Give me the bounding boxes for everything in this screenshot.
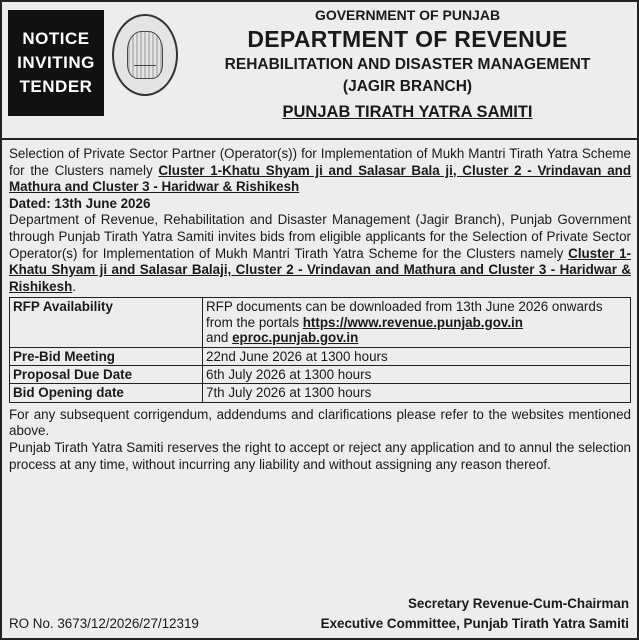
invitation-end: .	[72, 278, 76, 294]
badge-line-1: NOTICE	[22, 29, 90, 48]
intro-text: Selection of Private Sector Partner (Operator(s)) for Implementation of Mukh Mantri Tirath Yatra Scheme for the Clusters namely	[9, 146, 631, 178]
notice-date: Dated: 13th June 2026	[9, 195, 151, 211]
pre-bid-value: 22nd June 2026 at 1300 hours	[203, 347, 631, 365]
header-titles	[182, 6, 633, 124]
invitation-clusters: Cluster 1-Khatu Shyam ji and Salasar Balaji, Cluster 2 - Vrindavan and Mathura and Cluster 3 - Haridwar & Rishikesh	[9, 245, 632, 294]
badge-line-3: TENDER	[19, 77, 93, 96]
table-row	[10, 384, 631, 402]
table-row	[10, 365, 631, 383]
branch-title: (JAGIR BRANCH)	[342, 78, 473, 95]
revenue-portal-link[interactable]: https://www.revenue.punjab.gov.in	[302, 314, 523, 330]
rfp-availability-value	[203, 298, 631, 347]
badge-line-2: INVITING	[17, 53, 95, 72]
notice-body	[2, 140, 637, 473]
reservation-paragraph: Punjab Tirath Yatra Samiti reserves the right to accept or reject any application and to annul the selection process at any time, without incurring any liability and without assigning any reason thereof.	[9, 439, 631, 472]
government-emblem-icon	[112, 14, 178, 96]
footer-row	[9, 614, 629, 634]
proposal-due-label: Proposal Due Date	[10, 365, 203, 383]
intro-paragraph	[9, 146, 631, 196]
division-title: REHABILITATION AND DISASTER MANAGEMENT	[224, 56, 591, 73]
proposal-due-value: 6th July 2026 at 1300 hours	[203, 365, 631, 383]
notice-header	[2, 2, 637, 140]
rfp-and: and	[206, 330, 233, 346]
eproc-portal-link[interactable]: eproc.punjab.gov.in	[232, 330, 359, 346]
ro-number: RO No. 3673/12/2026/27/12319	[9, 616, 199, 631]
invitation-text: Department of Revenue, Rehabilitation and Disaster Management (Jagir Branch), Punjab Government through Punjab Tirath Yatra Samiti invites bids from eligible applicants for the Selection of Private Sector Operator(s) for Implementation of Mukh Mantri Tirath Yatra Scheme for the Clusters namely	[9, 212, 631, 261]
samiti-title: PUNJAB TIRATH YATRA SAMITI	[282, 103, 533, 121]
rfp-availability-label: RFP Availability	[10, 298, 203, 347]
bid-opening-label: Bid Opening date	[10, 384, 203, 402]
notice-inviting-tender-badge	[8, 10, 104, 116]
signatory-title: Secretary Revenue-Cum-Chairman	[407, 596, 629, 611]
department-title: DEPARTMENT OF REVENUE	[247, 26, 568, 52]
government-title: GOVERNMENT OF PUNJAB	[314, 7, 501, 23]
committee-title: Executive Committee, Punjab Tirath Yatra Samiti	[320, 616, 629, 631]
corrigendum-paragraph: For any subsequent corrigendum, addendums and clarifications please refer to the websites mentioned above.	[9, 406, 631, 439]
rfp-schedule-table	[9, 297, 631, 402]
rfp-availability-text: RFP documents can be downloaded from 13th June 2026 onwards from the portals	[206, 299, 603, 330]
notice-footer	[9, 594, 629, 634]
table-row	[10, 347, 631, 365]
bid-opening-value: 7th July 2026 at 1300 hours	[203, 384, 631, 402]
intro-clusters: Cluster 1-Khatu Shyam ji and Salasar Bala ji, Cluster 2 - Vrindavan and Mathura and Cluster 3 - Haridwar & Rishikesh	[9, 162, 631, 195]
table-row	[10, 298, 631, 347]
invitation-paragraph	[9, 212, 631, 295]
pre-bid-label: Pre-Bid Meeting	[10, 347, 203, 365]
